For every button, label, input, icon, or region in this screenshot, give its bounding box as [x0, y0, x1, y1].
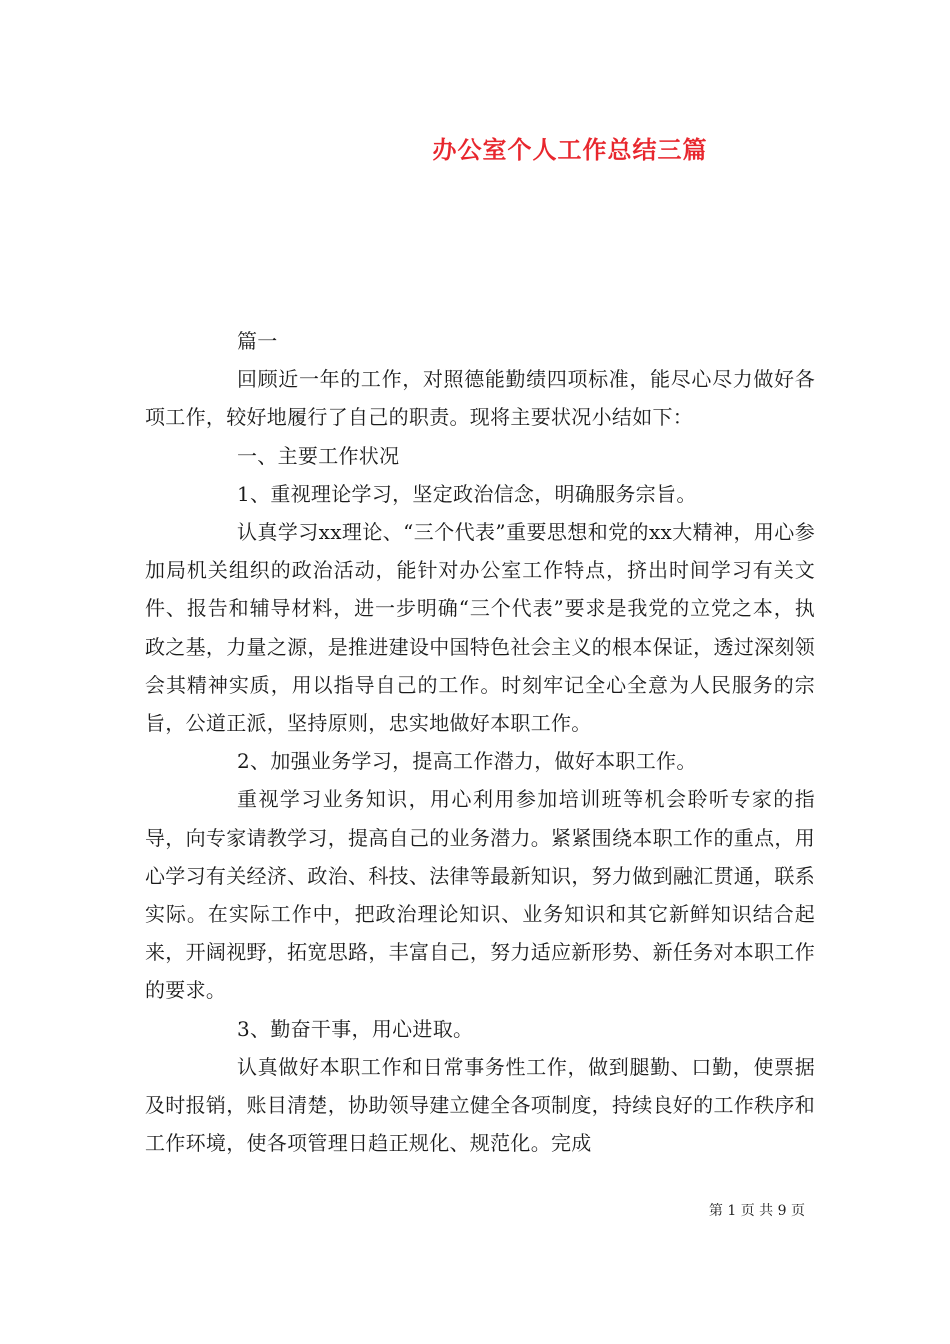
- page-number-footer: 第 1 页 共 9 页: [708, 1203, 805, 1219]
- item-heading-3: 3、勤奋干事，用心进取。: [237, 1016, 474, 1041]
- item-paragraph-3: 认真做好本职工作和日常事务性工作，做到腿勤、口勤，使票据及时报销，账目清楚，协助领导建立健全各项制度，持续良好的工作秩序和工作环境，使各项管理日趋正规化、规范化。完成: [145, 1054, 815, 1156]
- item-paragraph-1: 认真学习xx理论、“三个代表”重要思想和党的xx大精神，用心参加局机关组织的政治活动，能针对办公室工作特点，挤出时间学习有关文件、报告和辅导材料，进一步明确“三个代表”要求是我党的立党之本，执政之基，力量之源，是推进建设中国特色社会主义的根本保证，透过深刻领会其精神实质，用以指导自己的工作。时刻牢记全心全意为人民服务的宗旨，公道正派，坚持原则，忠实地做好本职工作。: [145, 520, 815, 736]
- item-paragraph-2: 重视学习业务知识，用心利用参加培训班等机会聆听专家的指导，向专家请教学习，提高自己的业务潜力。紧紧围绕本职工作的重点，用心学习有关经济、政治、科技、法律等最新知识，努力做到融汇贯通，联系实际。在实际工作中，把政治理论知识、业务知识和其它新鲜知识结合起来，开阔视野，拓宽思路，丰富自己，努力适应新形势、新任务对本职工作的要求。: [145, 787, 815, 1003]
- intro-paragraph: 回顾近一年的工作，对照德能勤绩四项标准，能尽心尽力做好各项工作，较好地履行了自己的职责。现将主要状况小结如下：: [145, 367, 815, 430]
- section-heading-main-work: 一、主要工作状况: [237, 443, 400, 468]
- section-label: 篇一: [237, 329, 278, 353]
- item-heading-1: 1、重视理论学习，坚定政治信念，明确服务宗旨。: [237, 481, 697, 506]
- document-body: [145, 322, 815, 1162]
- item-heading-2: 2、加强业务学习，提高工作潜力，做好本职工作。: [237, 749, 697, 774]
- document-title: 办公室个人工作总结三篇: [432, 136, 708, 164]
